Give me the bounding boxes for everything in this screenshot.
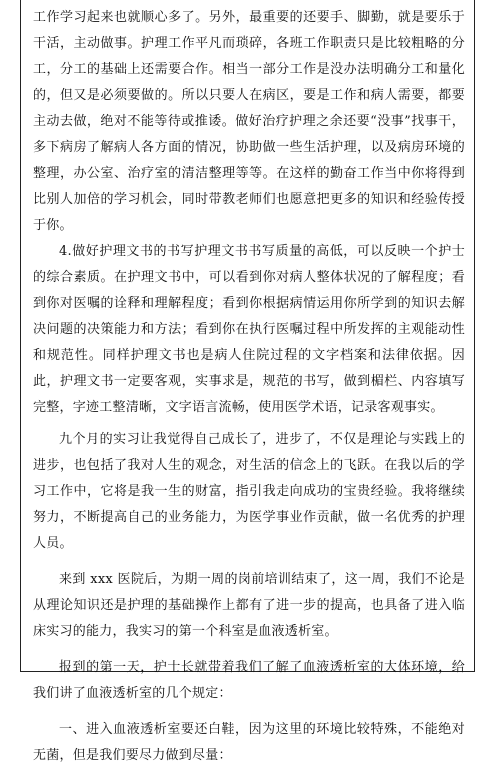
document-body xyxy=(33,5,465,769)
paragraph-5: 报到的第一天，护士长就带着我们了解了血液透析室的大体环境，给我们讲了血液透析室的几个规定： xyxy=(33,660,465,701)
paragraph-6: 一、进入血液透析室要还白鞋，因为这里的环境比较特殊，不能绝对无菌，但是我们要尽力做到尽量： xyxy=(33,722,465,763)
paragraph-3: 九个月的实习让我觉得自己成长了，进步了，不仅是理论与实践上的进步，也包括了我对人生的观念，对生活的信念上的飞跃。在我以后的学习工作中，它将是我一生的财富，指引我走向成功的宝贵经验。我将继续努力，不断提高自己的业务能力，为医学事业作贡献，做一名优秀的护理人员。 xyxy=(33,432,465,551)
paragraph-1: 工作学习起来也就顺心多了。另外，最重要的还要手、脚勤，就是要乐于干活，主动做事。护理工作平凡而琐碎，各班工作职责只是比较粗略的分工，分工的基础上还需要合作。相当一部分工作是没办法明确分工和量化的，但又是必须要做的。所以只要人在病区，要是工作和病人需要，都要主动去做，绝对不能等待或推诿。做好治疗护理之余还要“没事”找事干，多下病房了解病人各方面的情况，协助做一些生活护理，以及病房环境的整理，办公室、治疗室的清洁整理等等。在这样的勤奋工作当中你将得到比别人加倍的学习机会，同时带教老师们也愿意把更多的知识和经验传授于你。 xyxy=(33,10,465,233)
paragraph-2: 4.做好护理文书的书写护理文书书写质量的高低，可以反映一个护士的综合素质。在护理文书中，可以看到你对病人整体状况的了解程度；看到你对医嘱的诠释和理解程度；看到你根据病情运用你所学到的知识去解决问题的决策能力和方法；看到你在执行医嘱过程中所发挥的主观能动性和规范性。同样护理文书也是病人住院过程的文字档案和法律依据。因此，护理文书一定要客观，实事求是，规范的书写，做到楣栏、内容填写完整，字迹工整清晰，文字语言流畅，使用医学术语，记录客观事实。 xyxy=(33,244,465,415)
paragraph-4: 来到 xxx 医院后，为期一周的岗前培训结束了，这一周，我们不论是从理论知识还是护理的基础操作上都有了进一步的提高，也具备了进入临床实习的能力，我实习的第一个科室是血液透析室。 xyxy=(33,572,465,639)
